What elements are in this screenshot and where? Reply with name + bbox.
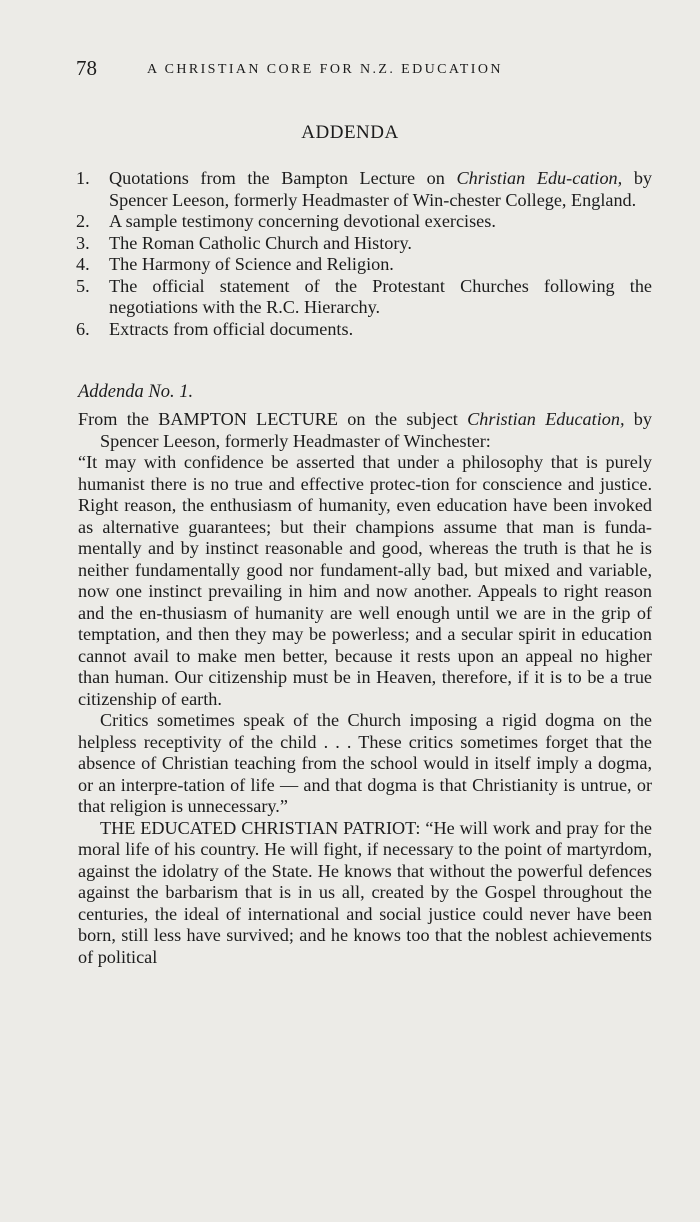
list-item <box>76 254 652 276</box>
running-head: A CHRISTIAN CORE FOR N.Z. EDUCATION <box>147 62 503 77</box>
list-item-number: 4. <box>76 254 90 274</box>
section-title: ADDENDA <box>301 122 399 143</box>
list-item-number: 1. <box>76 168 90 188</box>
list-item <box>76 276 652 319</box>
patriot-paragraph: THE EDUCATED CHRISTIAN PATRIOT: “He will work and pray for the moral life of his country. He will fight, if necessary to the point of martyrdom, against the idolatry of the State. He knows that without the powerful defences against the barbarism that is in us all, created by the Gospel throughout the centuries, the ideal of international and social justice could never have been born, still less have survived; and he knows too that the noblest achievements of political <box>78 817 652 967</box>
quote-paragraph: “It may with confidence be asserted that under a philosophy that is purely humanist there is no true and effective protec-tion for conscience and justice. Right reason, the enthusiasm of humanity, even education have been invoked as alternative guarantees; but their champions assume that man is funda-mentally and by instinct reasonable and good, whereas the truth is that he is neither fundamentally good nor fundament-ally bad, but mixed and variable, now one instinct prevailing in him and now another. Appeals to right reason and the en-thusiasm of humanity are well enough until we are in the grip of temptation, and then they may be powerless; and a secular spirit in education cannot avail to make men better, because it rests upon an appeal no higher than human. Our citizenship must be in Heaven, therefore, if it is to be a true citizenship of earth. <box>78 452 652 709</box>
critics-paragraph: Critics sometimes speak of the Church imposing a rigid dogma on the helpless receptivity of the child . . . These critics sometimes forget that the absence of Christian teaching from the school would in itself imply a dogma, or an interpre-tation of life — and that dogma is that Christianity is untrue, or that religion is unnecessary.” <box>78 710 652 816</box>
list-item-text: The Harmony of Science and Religion. <box>109 254 394 274</box>
page-number: 78 <box>76 56 97 80</box>
list-item <box>76 168 652 211</box>
page-header <box>76 56 656 86</box>
list-item <box>76 233 652 255</box>
list-item-number: 3. <box>76 232 90 253</box>
list-item-number: 6. <box>76 318 90 339</box>
list-item-number: 5. <box>76 275 90 296</box>
intro-paragraph: From the BAMPTON LECTURE on the subject Christian Education, by Spencer Leeson, formerly Headmaster of Winchester: <box>78 409 652 451</box>
list-item-text: Quotations from the Bampton Lecture on Christian Edu-cation, by Spencer Leeson, formerly Headmaster of Win-chester College, England. <box>109 168 653 210</box>
addenda-list <box>76 168 652 340</box>
addenda-heading: Addenda No. 1. <box>78 382 194 402</box>
list-item-text: The Roman Catholic Church and History. <box>109 232 412 253</box>
list-item <box>76 319 652 341</box>
list-item-text: The official statement of the Protestant Churches following the negotiations with the R.C. Hierarchy. <box>109 275 652 317</box>
list-item-number: 2. <box>76 211 90 231</box>
body-text <box>78 409 652 968</box>
list-item <box>76 211 652 233</box>
list-item-text: A sample testimony concerning devotional exercises. <box>109 211 496 231</box>
list-item-text: Extracts from official documents. <box>109 318 354 339</box>
